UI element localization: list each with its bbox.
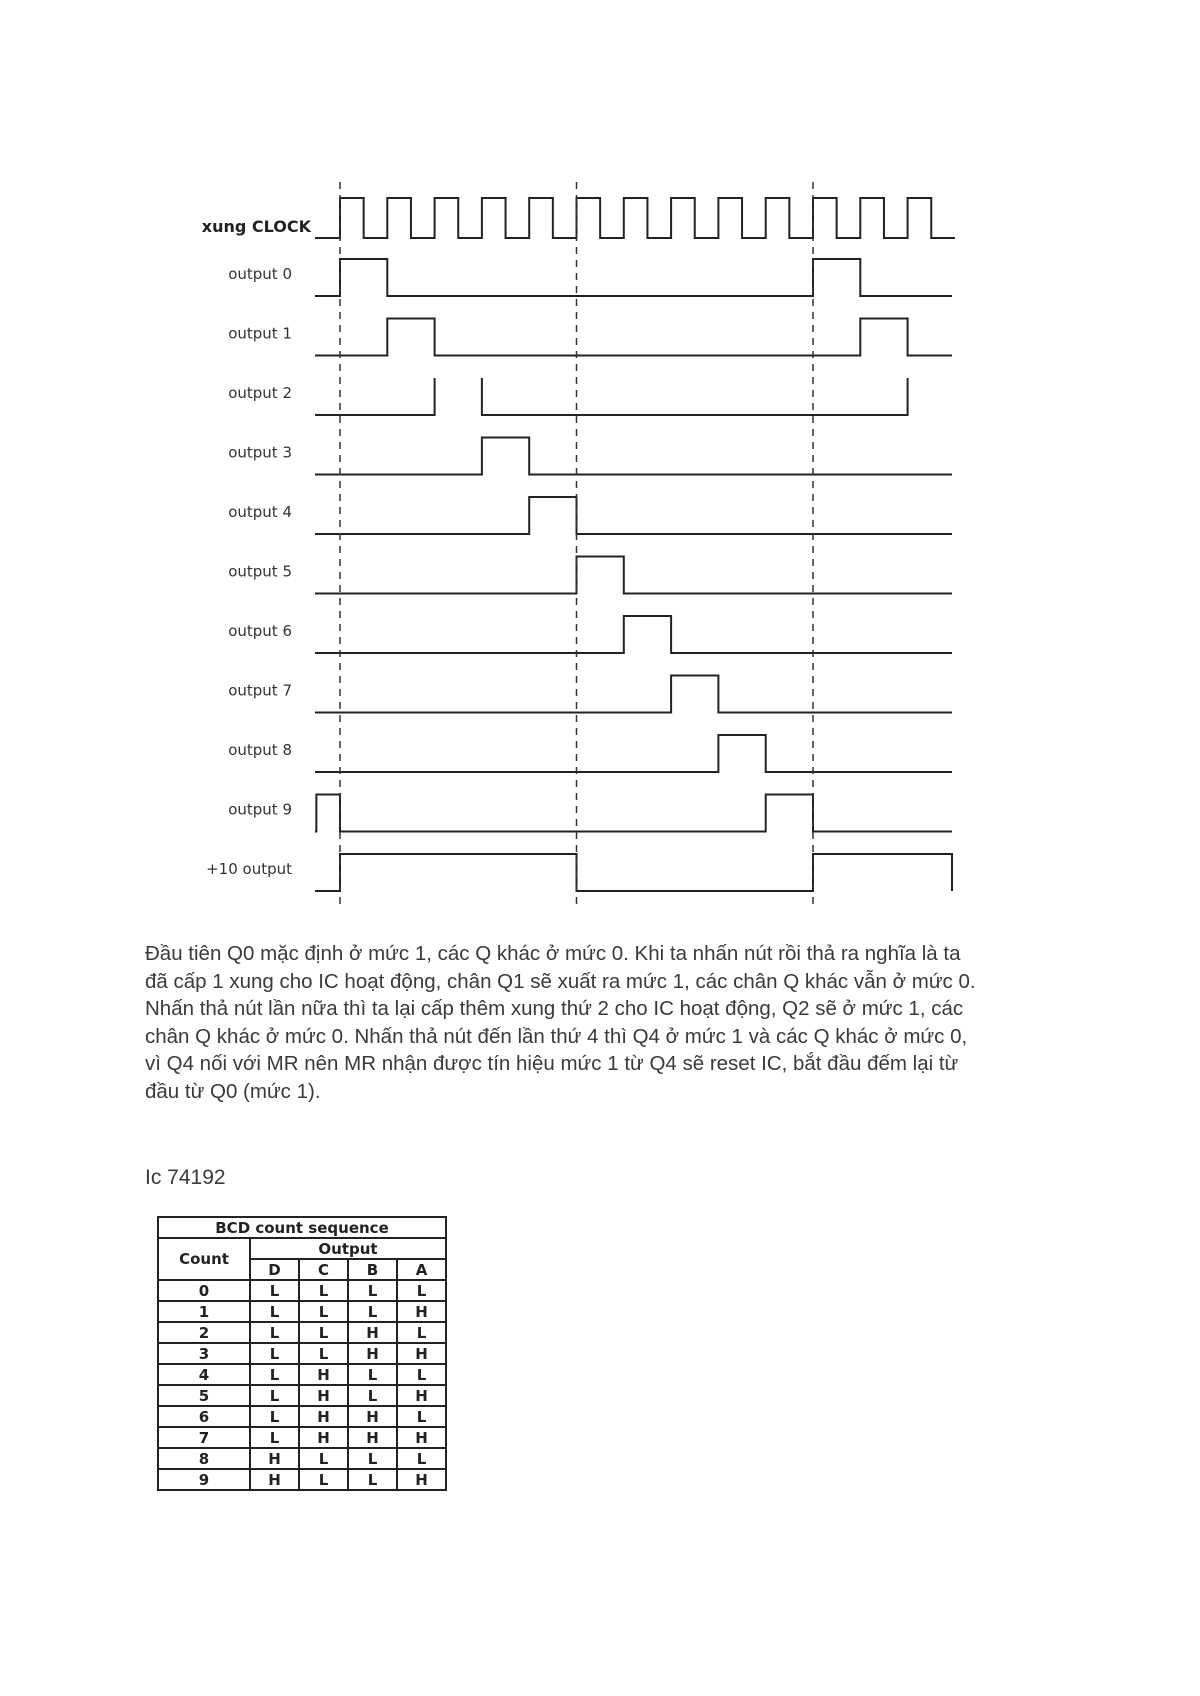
table-row [158,1343,446,1364]
signal-label: output 7 [228,681,292,700]
paragraph-line: Đầu tiên Q0 mặc định ở mức 1, các Q khác ở mức 0. Khi ta nhấn nút rồi thả ra nghĩa là ta [145,942,961,965]
output-cell: L [250,1364,299,1385]
count-cell: 4 [158,1364,250,1385]
table-row [158,1301,446,1322]
table-row [158,1280,446,1301]
count-cell: 8 [158,1448,250,1469]
output-cell: H [397,1469,446,1490]
output-cell: L [348,1385,397,1406]
output-cell: H [299,1406,348,1427]
paragraph-line: Nhấn thả nút lần nữa thì ta lại cấp thêm xung thứ 2 cho IC hoạt động, Q2 sẽ ở mức 1, các [145,997,964,1020]
count-cell: 5 [158,1385,250,1406]
count-cell: 2 [158,1322,250,1343]
clock-waveform [315,198,955,238]
signal-label: output 0 [228,265,292,283]
signal-waveform [315,259,952,296]
signal-label: +10 output [206,860,292,878]
output-cell: H [348,1343,397,1364]
signal-waveform [315,676,952,713]
table-row [158,1406,446,1427]
column-header-a: A [397,1259,446,1280]
paragraph-line: chân Q khác ở mức 0. Nhấn thả nút đến lần thứ 4 thì Q4 ở mức 1 và các Q khác ở mức 0, [145,1024,968,1048]
output-cell: H [250,1469,299,1490]
output-cell: H [397,1301,446,1322]
count-cell: 9 [158,1469,250,1490]
count-cell: 3 [158,1343,250,1364]
bcd-count-table [157,1216,447,1491]
output-cell: L [299,1322,348,1343]
output-cell: L [348,1301,397,1322]
signal-waveform [315,319,952,356]
signal-waveform [315,438,952,475]
signal-waveform [315,497,952,534]
output-header: Output [250,1238,446,1259]
signal-label: output 6 [228,622,292,640]
table-row [158,1385,446,1406]
output-cell: H [348,1406,397,1427]
output-cell: H [299,1385,348,1406]
signal-label: output 9 [228,800,292,819]
table-row [158,1322,446,1343]
paragraph-line: đầu từ Q0 (mức 1). [145,1079,321,1103]
output-cell: L [250,1406,299,1427]
output-cell: L [299,1469,348,1490]
signal-label: output 2 [228,384,292,402]
count-cell: 7 [158,1427,250,1448]
output-cell: H [397,1343,446,1364]
signal-label: output 4 [228,503,292,521]
column-header-d: D [250,1259,299,1280]
output-cell: L [348,1448,397,1469]
signal-waveform [315,557,952,594]
output-cell: L [250,1343,299,1364]
output-cell: L [397,1280,446,1301]
count-cell: 1 [158,1301,250,1322]
output-cell: L [299,1280,348,1301]
clock-label: xung CLOCK [201,217,311,236]
table-row [158,1469,446,1490]
count-cell: 6 [158,1406,250,1427]
output-cell: H [348,1322,397,1343]
signal-waveform [315,735,952,772]
ic-title: Ic 74192 [145,1166,226,1189]
signal-label: output 3 [228,443,292,462]
output-cell: L [397,1448,446,1469]
signal-waveform [315,378,908,415]
output-cell: L [299,1448,348,1469]
output-cell: L [348,1469,397,1490]
output-cell: L [348,1364,397,1385]
table-title: BCD count sequence [158,1217,446,1238]
output-cell: L [250,1427,299,1448]
output-cell: L [250,1280,299,1301]
output-cell: H [348,1427,397,1448]
output-cell: L [250,1301,299,1322]
explanation-paragraph [145,940,1075,1105]
signal-waveform [315,795,952,832]
output-cell: L [397,1364,446,1385]
output-cell: H [397,1385,446,1406]
count-cell: 0 [158,1280,250,1301]
paragraph-line: đã cấp 1 xung cho IC hoạt động, chân Q1 sẽ xuất ra mức 1, các chân Q khác vẫn ở mức 0. [145,969,976,993]
output-cell: L [397,1406,446,1427]
output-cell: L [250,1385,299,1406]
signal-waveform [315,616,952,653]
output-cell: L [299,1343,348,1364]
output-cell: H [299,1427,348,1448]
table-row [158,1364,446,1385]
signal-waveform [315,854,952,891]
output-cell: L [397,1322,446,1343]
output-cell: H [299,1364,348,1385]
table-row [158,1427,446,1448]
output-cell: L [299,1301,348,1322]
column-header-c: C [299,1259,348,1280]
paragraph-line: vì Q4 nối với MR nên MR nhận được tín hiệu mức 1 từ Q4 sẽ reset IC, bắt đầu đếm lại từ [145,1052,959,1075]
output-cell: H [397,1427,446,1448]
column-header-b: B [348,1259,397,1280]
output-cell: H [250,1448,299,1469]
signal-label: output 1 [228,324,292,343]
signal-label: output 8 [228,741,292,759]
signal-label: output 5 [228,562,292,581]
output-cell: L [348,1280,397,1301]
output-cell: L [250,1322,299,1343]
count-header: Count [158,1238,250,1280]
table-row [158,1448,446,1469]
